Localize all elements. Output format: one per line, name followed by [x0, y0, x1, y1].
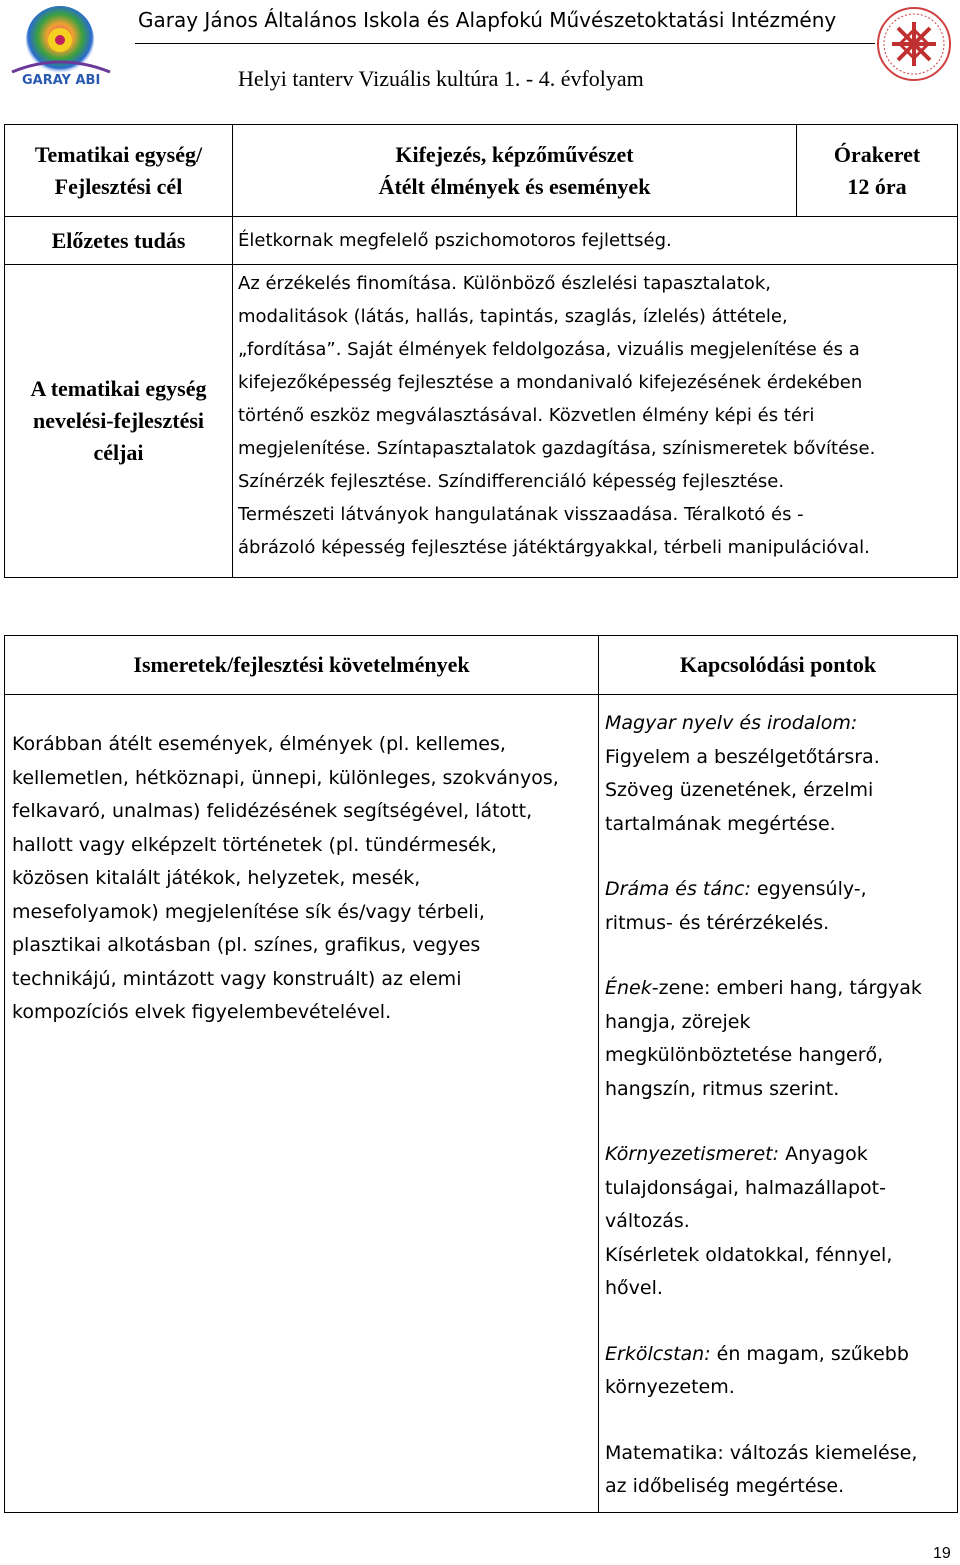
- label-goals: [5, 265, 233, 578]
- text-line: Kísérletek oldatokkal, fénnyel,: [605, 1243, 893, 1266]
- text-line: Anyagok: [779, 1143, 868, 1165]
- topic-subtitle: Átélt élmények és események: [378, 173, 651, 199]
- header-rule: [135, 43, 875, 44]
- text-line: megjelenítése. Színtapasztalatok gazdagítása, színismeretek bővítése.: [238, 438, 876, 459]
- text-line: plasztikai alkotásban (pl. színes, grafikus, vegyes: [12, 934, 481, 956]
- label-line: Tematikai egység/: [34, 141, 203, 167]
- page-number: 19: [933, 1545, 951, 1562]
- subject-title: Környezetismeret:: [605, 1143, 780, 1165]
- label-thematic-unit: [5, 125, 233, 217]
- connection-hungarian: [605, 707, 947, 841]
- topic-cell: [233, 125, 797, 217]
- table-row: [5, 125, 958, 217]
- school-logo-right: [872, 4, 956, 84]
- text-line: mesefolyamok) megjelenítése sík és/vagy térbeli,: [12, 900, 485, 923]
- label-line: nevelési-fejlesztési: [32, 408, 205, 433]
- text-line: modalitások (látás, hallás, tapintás, szaglás, ízlelés) áttétele,: [238, 306, 788, 327]
- text-line: Az érzékelés finomítása. Különböző észlelési tapasztalatok,: [238, 273, 771, 294]
- text-line: tulajdonságai, halmazállapot-: [605, 1176, 886, 1199]
- topic-title: Kifejezés, képzőművészet: [395, 141, 634, 167]
- text-line: az időbeliség megértése.: [605, 1475, 845, 1497]
- text-line: kompozíciós elvek figyelembevételével.: [12, 1001, 392, 1023]
- text-line: Szöveg üzenetének, érzelmi: [605, 779, 874, 801]
- school-name: Garay János Általános Iskola és Alapfokú Művészetoktatási Intézmény: [138, 8, 837, 32]
- text-line: megkülönböztetése hangerő,: [605, 1044, 884, 1066]
- text-line: ritmus- és térérzékelés.: [605, 911, 830, 934]
- connection-math: [605, 1437, 947, 1504]
- text-line: közösen kitalált játékok, helyzetek, mesék,: [12, 867, 421, 889]
- table-header-row: [5, 636, 958, 695]
- text-line: -zene: emberi hang, tárgyak: [651, 977, 922, 999]
- header-connections: Kapcsolódási pontok: [599, 636, 958, 695]
- connection-ethics: [605, 1338, 947, 1405]
- connections-text: [599, 695, 958, 1513]
- text-line: felkavaró, unalmas) felidézésének segítségével, látott,: [12, 800, 533, 822]
- text-line: tartalmának megértése.: [605, 812, 836, 835]
- hours-value: 12 óra: [847, 173, 907, 199]
- label-line: céljai: [93, 440, 144, 465]
- table-row: [5, 217, 958, 265]
- hours-cell: [797, 125, 958, 217]
- text-line: Korábban átélt események, élmények (pl. kellemes,: [12, 733, 506, 755]
- thematic-unit-table: [4, 124, 958, 578]
- subject-title: Ének: [605, 977, 652, 999]
- label-line: A tematikai egység: [30, 376, 207, 401]
- text-line: kifejezőképesség fejlesztése a mondanivaló kifejezésének érdekében: [238, 372, 863, 393]
- text-line: hővel.: [605, 1277, 663, 1299]
- text-line: „fordítása”. Saját élmények feldolgozása, vizuális megjelenítése és a: [238, 339, 860, 360]
- document-subtitle: Helyi tanterv Vizuális kultúra 1. - 4. évfolyam: [238, 66, 644, 91]
- goals-text: [233, 265, 958, 578]
- connection-drama: [605, 873, 947, 940]
- text-line: Színérzék fejlesztése. Színdifferenciáló képesség fejlesztése.: [238, 471, 785, 492]
- text-line: ábrázoló képesség fejlesztése játéktárgyakkal, térbeli manipulációval.: [238, 537, 870, 558]
- header-requirements: Ismeretek/fejlesztési követelmények: [5, 636, 599, 695]
- text-line: változás.: [605, 1210, 690, 1232]
- hours-label: Órakeret: [833, 141, 921, 167]
- connection-music: [605, 972, 947, 1106]
- table-row: [5, 695, 958, 1513]
- requirements-table: [4, 635, 958, 1513]
- text-line: kellemetlen, hétköznapi, ünnepi, különleges, szokványos,: [12, 766, 559, 789]
- text-line: hangszín, ritmus szerint.: [605, 1077, 840, 1100]
- requirements-text: [5, 695, 599, 1513]
- label-prior-knowledge: Előzetes tudás: [5, 217, 233, 265]
- text-line: Figyelem a beszélgetőtársra.: [605, 745, 880, 768]
- logo-text: GARAY ABI: [22, 73, 101, 88]
- text-line: egyensúly-,: [750, 878, 867, 900]
- text-line: Természeti látványok hangulatának visszaadása. Téralkotó és -: [238, 504, 804, 525]
- text-line: én magam, szűkebb: [710, 1342, 909, 1365]
- text-line: hangja, zörejek: [605, 1010, 751, 1033]
- subject-title: Magyar nyelv és irodalom:: [605, 712, 858, 734]
- text-line: környezetem.: [605, 1376, 735, 1398]
- school-logo-left: [2, 2, 120, 90]
- text-line: hallott vagy elképzelt történetek (pl. tündérmesék,: [12, 833, 497, 856]
- prior-knowledge-text: Életkornak megfelelő pszichomotoros fejlettség.: [233, 217, 958, 265]
- text-line: történő eszköz megválasztásával. Közvetlen élmény képi és téri: [238, 405, 815, 426]
- table-row: [5, 265, 958, 578]
- label-line: Fejlesztési cél: [54, 173, 183, 199]
- subject-title: Erkölcstan:: [605, 1342, 711, 1365]
- text-line: technikájú, mintázott vagy konstruált) az elemi: [12, 967, 462, 990]
- subject-title: Dráma és tánc:: [605, 878, 751, 900]
- text-line: Matematika: változás kiemelése,: [605, 1441, 918, 1464]
- connection-environment: [605, 1138, 947, 1306]
